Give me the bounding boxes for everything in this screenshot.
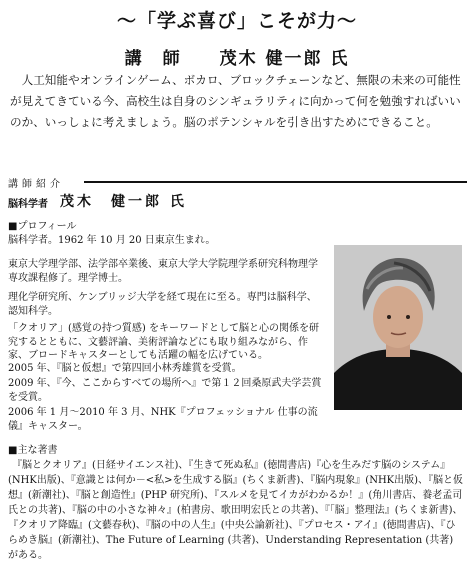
portrait-image [334, 245, 462, 410]
speaker-role: 脳科学者 [8, 199, 48, 210]
profile-heading: ■プロフィール [8, 221, 77, 232]
profile-paragraph: 脳科学者。1962 年 10 月 20 日東京生まれ。 [8, 235, 216, 246]
works-heading: ■主な著書 [8, 445, 58, 456]
profile-paragraph: 東京大学理学部、法学部卒業後、東京大学大学院理学系研究科物理学専攻課程修了。理学博士。 [8, 259, 318, 284]
profile-paragraph: 2005 年、『脳と仮想』で第四回小林秀雄賞を受賞。 [8, 363, 242, 374]
section-heading: 講師紹介 [8, 179, 64, 190]
speaker-name: 茂木 健一郎 氏 [60, 194, 187, 210]
speaker-photo [334, 245, 462, 410]
profile-paragraph: 2009 年、『今、ここからすべての場所へ』で第１２回桑原武夫学芸賞を受賞。 [8, 378, 322, 403]
profile-paragraph: 理化学研究所、ケンブリッジ大学を経て現在に至る。専門は脳科学、認知科学。 [8, 292, 317, 317]
lecturer-line: 講 師 茂木 健一郎 氏 [124, 49, 350, 69]
section-divider [84, 181, 467, 183]
page-title: 〜「学ぶ喜び」こそが力〜 [116, 10, 357, 32]
profile-paragraph: 2006 年 1 月〜2010 年 3 月、NHK『プロフェッショナル 仕事の流儀』キャスター。 [8, 407, 318, 432]
intro-paragraph: 人工知能やオンラインゲーム、ボカロ、ブロックチェーンなど、無限の未来の可能性が見えてきている今、高校生は自身のシンギュラリティに向かって何を勉強すればいいのか、いっしょに考えましょう。脳のポテンシャルを引き出すためにできること。 [10, 73, 461, 129]
works-paragraph: 『脳とクオリア』(日経サイエンス社)、『生きて死ぬ私』(徳間書店)『心を生みだす脳のシステム』(NHK出版)、『意識とは何か－<私>を生成する脳』(ちくま新書)、『脳内現象』(NHK出版)、『脳と仮想』(新潮社)、『脳と創造性』(PHP 研究所)、『スルメを見てイカがわかるか！』(角川書店、養老孟司氏との共著)、『脳の中の小さな神々』(柏書房、歌田明宏氏との共著)、『「脳」整理法』(ちくま新書)、『クオリア降臨』(文藝春秋)、『脳の中の人生』(中央公論新社)、『プロセス・アイ』(徳間書店)、『ひらめき脳』(新潮社)、The Future of Learning (共著)、Understanding Representation (共著) がある。 [8, 460, 464, 561]
profile-paragraph: 「クオリア」(感覚の持つ質感) をキーワードとして脳と心の関係を研究するとともに、文藝評論、美術評論などにも取り組みながら、作家、ブロードキャスターとしても活躍の幅を広げている。 [8, 323, 319, 361]
